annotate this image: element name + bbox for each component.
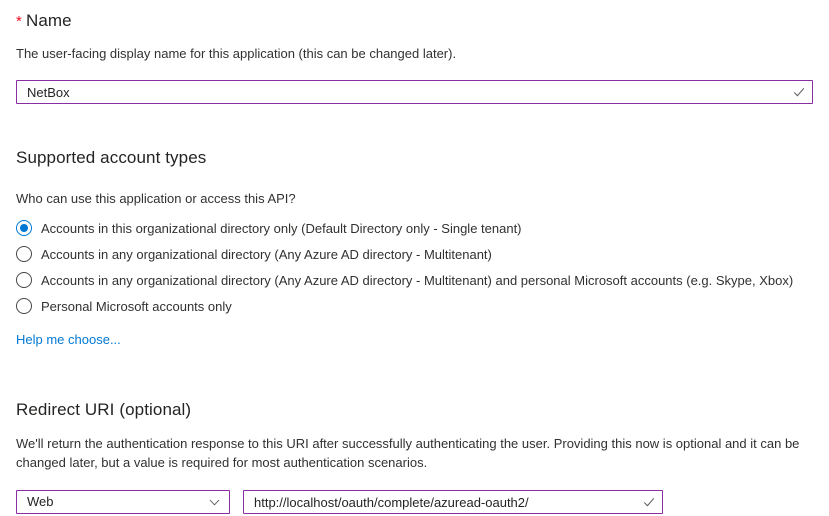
name-label: Name bbox=[25, 11, 72, 30]
radio-option-personal-only[interactable] bbox=[16, 293, 813, 319]
platform-select-dropdown[interactable] bbox=[16, 490, 230, 514]
redirect-uri-input[interactable] bbox=[243, 490, 663, 514]
radio-option-label: Personal Microsoft accounts only bbox=[41, 298, 232, 314]
platform-selected-value: Web bbox=[27, 494, 54, 509]
radio-option-label: Accounts in any organizational directory (Any Azure AD directory - Multitenant) and personal Microsoft accounts (e.g. Skype, Xbox) bbox=[41, 272, 794, 288]
name-section-heading bbox=[16, 11, 813, 31]
account-types-heading: Supported account types bbox=[16, 148, 207, 167]
radio-button[interactable] bbox=[16, 246, 32, 262]
radio-option-single-tenant[interactable] bbox=[16, 215, 813, 241]
redirect-uri-field-container bbox=[243, 490, 663, 514]
name-description: The user-facing display name for this application (this can be changed later). bbox=[16, 46, 457, 61]
radio-option-multitenant[interactable] bbox=[16, 241, 813, 267]
account-types-section bbox=[16, 148, 813, 349]
radio-button[interactable] bbox=[16, 298, 32, 314]
redirect-uri-section bbox=[16, 400, 813, 514]
radio-button[interactable] bbox=[16, 272, 32, 288]
account-types-question: Who can use this application or access this API? bbox=[16, 191, 296, 206]
radio-option-label: Accounts in this organizational directory only (Default Directory only - Single tenant) bbox=[41, 220, 522, 236]
help-me-choose-link[interactable]: Help me choose... bbox=[16, 332, 121, 347]
redirect-uri-description: We'll return the authentication response to this URI after successfully authenticating the user. Providing this now is optional and it can be changed later, but a value is required for most authentication scenarios. bbox=[16, 436, 800, 470]
radio-option-label: Accounts in any organizational directory (Any Azure AD directory - Multitenant) bbox=[41, 246, 492, 262]
redirect-uri-row bbox=[16, 490, 813, 514]
radio-button-selected[interactable] bbox=[16, 220, 32, 236]
required-asterisk: * bbox=[16, 13, 22, 30]
name-input[interactable] bbox=[16, 80, 813, 104]
redirect-uri-heading: Redirect URI (optional) bbox=[16, 400, 192, 419]
name-field-container bbox=[16, 80, 813, 104]
account-type-radio-group bbox=[16, 215, 813, 319]
chevron-down-icon bbox=[208, 496, 221, 509]
radio-option-multitenant-personal[interactable] bbox=[16, 267, 813, 293]
